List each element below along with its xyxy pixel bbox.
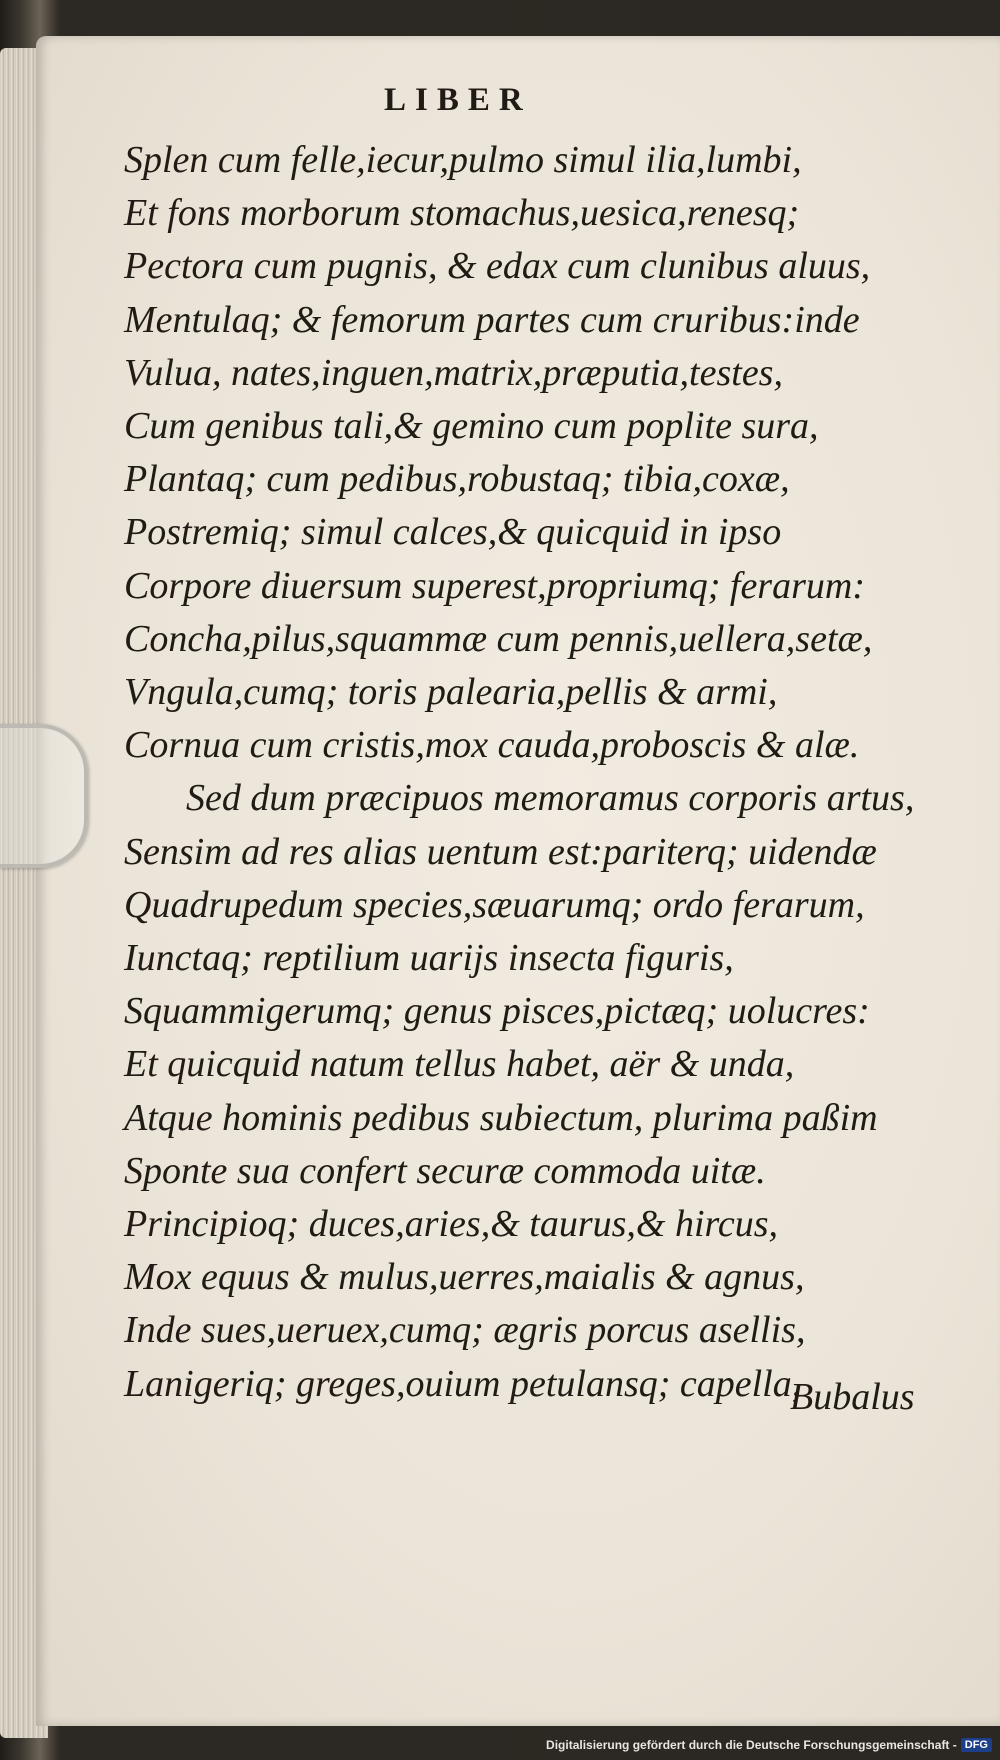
- verse-line: Mox equus & mulus,uerres,maialis & agnus,: [124, 1256, 805, 1299]
- verse-line: Corpore diuersum superest,propriumq; ferarum:: [124, 564, 865, 607]
- verse-line: Quadrupedum species,sæuarumq; ordo ferarum,: [124, 883, 865, 926]
- verse-line: Vulua, nates,inguen,matrix,præputia,testes,: [124, 351, 783, 394]
- verse-text: [124, 134, 964, 1411]
- verse-line: Et quicquid natum tellus habet, aër & unda,: [124, 1043, 795, 1086]
- verse-line: Sensim ad res alias uentum est:pariterq; uidendæ: [124, 830, 877, 873]
- verse-line: Lanigeriq; greges,ouium petulansq; capella,: [124, 1362, 802, 1405]
- verse-line: Mentulaq; & femorum partes cum cruribus:inde: [124, 298, 860, 341]
- verse-line: Principioq; duces,aries,& taurus,& hircus,: [124, 1203, 779, 1246]
- page-clip: [0, 724, 88, 868]
- credit-text: Digitalisierung gefördert durch die Deutsche Forschungsgemeinschaft -: [546, 1738, 957, 1752]
- running-head: LIBER: [384, 82, 532, 118]
- verse-line: Atque hominis pedibus subiectum, plurima paßim: [124, 1096, 878, 1139]
- verse-line: Plantaq; cum pedibus,robustaq; tibia,coxæ,: [124, 458, 790, 501]
- verse-line: Postremiq; simul calces,& quicquid in ipso: [124, 511, 782, 554]
- verse-line: Concha,pilus,squammæ cum pennis,uellera,setæ,: [124, 617, 873, 660]
- verse-line: Splen cum felle,iecur,pulmo simul ilia,lumbi,: [124, 139, 802, 181]
- verse-line: Squammigerumq; genus pisces,pictæq; uolucres:: [124, 990, 870, 1033]
- catchword: Bubalus: [790, 1376, 915, 1418]
- verse-line: Sed dum præcipuos memoramus corporis artus,: [186, 777, 915, 820]
- verse-line: Et fons morborum stomachus,uesica,renesq;: [124, 192, 800, 235]
- verse-line: Pectora cum pugnis, & edax cum clunibus aluus,: [124, 245, 871, 288]
- verse-line: Sponte sua confert securæ commoda uitæ.: [124, 1149, 766, 1192]
- verse-line: Iunctaq; reptilium uarijs insecta figuris,: [124, 937, 734, 980]
- digitization-credit: [546, 1734, 992, 1756]
- verse-line: Vngula,cumq; toris palearia,pellis & armi,: [124, 671, 778, 714]
- verse-line: Cornua cum cristis,mox cauda,proboscis & alæ.: [124, 724, 860, 767]
- dfg-logo: DFG: [961, 1738, 992, 1752]
- verse-line: Inde sues,ueruex,cumq; ægris porcus asellis,: [124, 1309, 806, 1352]
- verse-line: Cum genibus tali,& gemino cum poplite sura,: [124, 405, 819, 448]
